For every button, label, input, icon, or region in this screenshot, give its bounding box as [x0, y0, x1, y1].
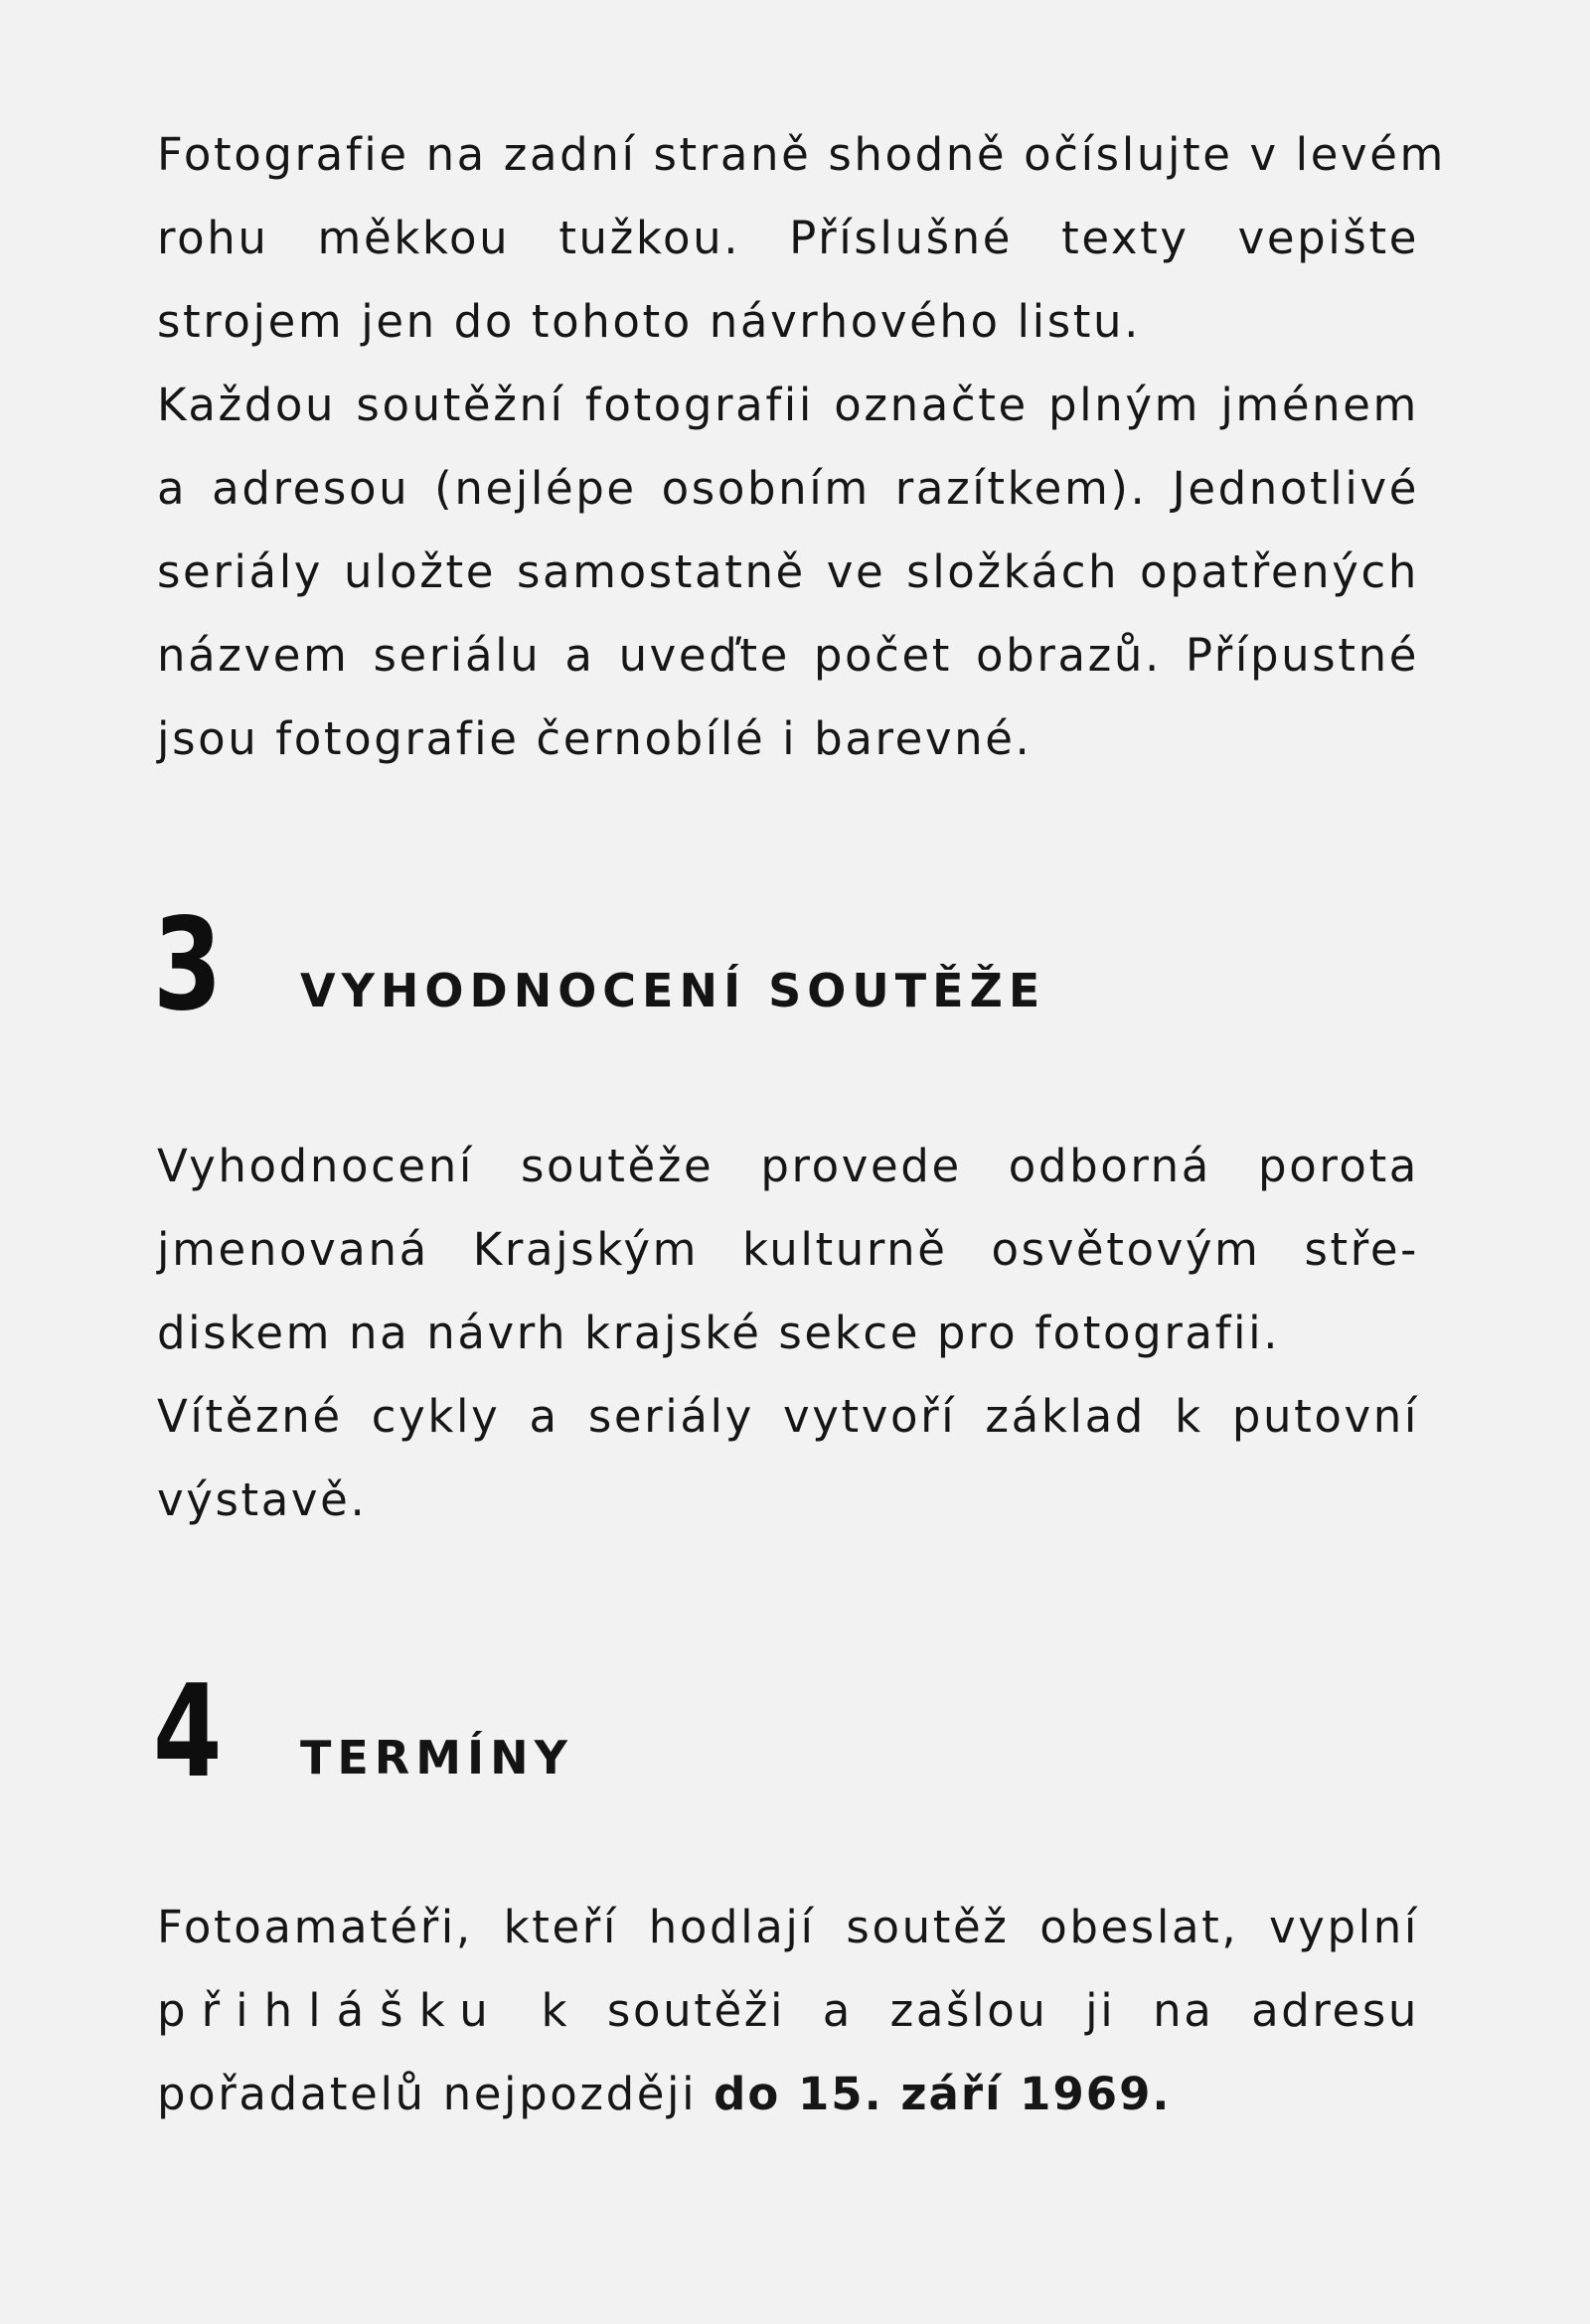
intro-line: strojem jen do tohoto návrhového listu.	[157, 295, 1142, 348]
section-3-title: VYHODNOCENÍ SOUTĚŽE	[300, 964, 1046, 1017]
intro-line: Každou soutěžní fotografii označte plným jménem	[157, 379, 1419, 431]
section-3-line: Vítězné cykly a seriály vytvoří základ k putovní	[157, 1390, 1419, 1443]
section-3-line: výstavě.	[157, 1473, 368, 1526]
intro-line: seriály uložte samostatně ve složkách opatřených	[157, 545, 1419, 598]
intro-paragraph	[157, 113, 1446, 781]
section-3-line: jmenovaná Krajským kulturně osvětovým stře-	[157, 1223, 1419, 1276]
section-4-line	[157, 2053, 1419, 2136]
intro-line: Fotografie na zadní straně shodně očíslujte v levém	[157, 128, 1446, 181]
intro-line: a adresou (nejlépe osobním razítkem). Jednotlivé	[157, 462, 1419, 515]
intro-line: rohu měkkou tužkou. Příslušné texty vepište	[157, 212, 1419, 264]
section-4-title: TERMÍNY	[300, 1731, 573, 1784]
section-4-number: 4	[153, 1658, 223, 1806]
section-3-line: diskem na návrh krajské sekce pro fotografii.	[157, 1307, 1281, 1359]
application-form-word: přihlášku	[157, 1984, 504, 2037]
deadline-date: do 15. září 1969.	[714, 2068, 1172, 2120]
section-4-line-rest: k soutěži a zašlou ji na adresu	[541, 1984, 1419, 2037]
section-4-line: Fotoamatéři, kteří hodlají soutěž obeslat, vyplní	[157, 1901, 1419, 1953]
section-4-line	[157, 1969, 1419, 2053]
section-4-line-text: pořadatelů nejpozději	[157, 2068, 698, 2120]
section-4-paragraph	[157, 1886, 1419, 2136]
intro-line: názvem seriálu a uveďte počet obrazů. Přípustné	[157, 629, 1419, 682]
section-3-number: 3	[153, 891, 223, 1039]
section-3-paragraph	[157, 1125, 1419, 1542]
section-3-line: Vyhodnocení soutěže provede odborná porota	[157, 1140, 1419, 1192]
intro-line: jsou fotografie černobílé i barevné.	[157, 712, 1033, 765]
